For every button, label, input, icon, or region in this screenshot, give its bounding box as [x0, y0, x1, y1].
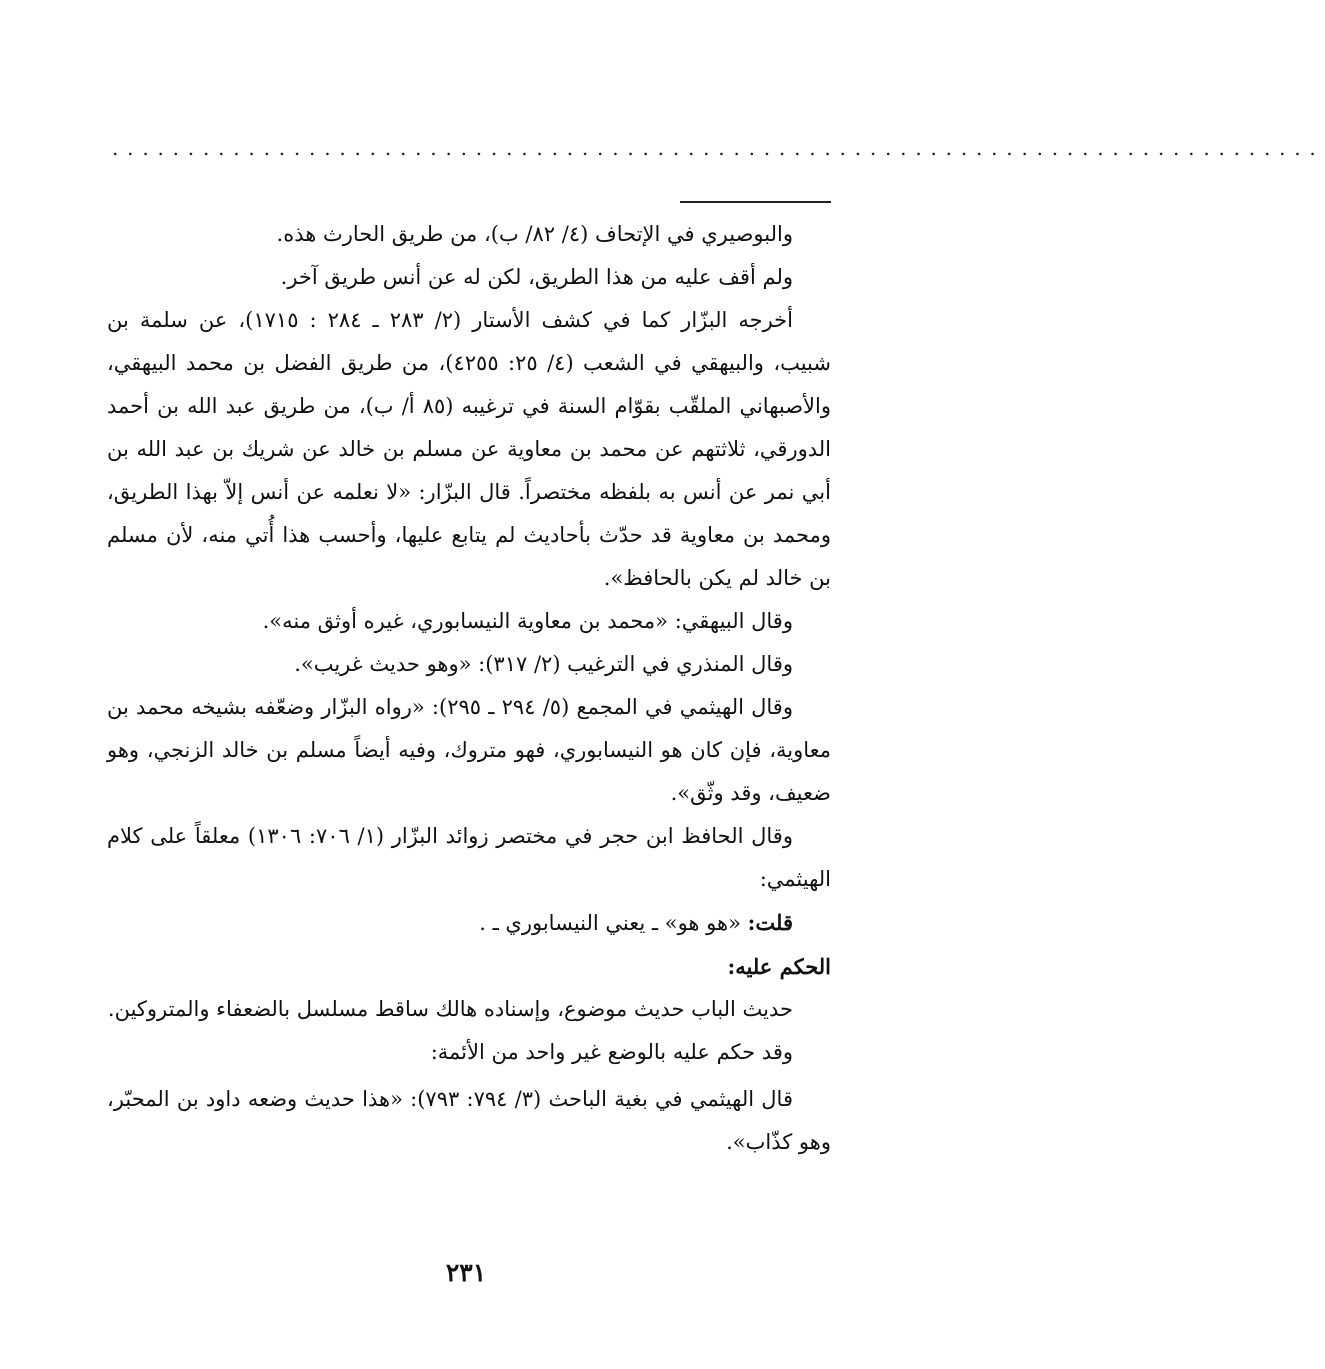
section-heading-hukm: الحكم عليه:: [727, 954, 831, 979]
paragraph-mundhiri: وقال المنذري في الترغيب (٢/ ٣١٧): «وهو حديث غريب».: [294, 652, 793, 676]
paragraph-hukm-mawdu: حديث الباب حديث موضوع، وإسناده هالك ساقط مسلسل بالضعفاء والمتروكين.: [107, 997, 793, 1021]
dotted-separator: ................................................................................: [112, 136, 1325, 160]
page-number: ٢٣١: [445, 1258, 487, 1287]
paragraph-bayhaqi: وقال البيهقي: «محمد بن معاوية النيسابوري، غيره أوثق منه».: [262, 609, 793, 633]
paragraph-lam-aqif: ولم أقف عليه من هذا الطريق، لكن له عن أنس طريق آخر.: [280, 265, 793, 289]
paragraph-hukm-aimma: وقد حكم عليه بالوضع غير واحد من الأئمة:: [430, 1040, 793, 1064]
paragraph-busiri: والبوصيري في الإتحاف (٤/ ٨٢/ ب)، من طريق الحارث هذه.: [276, 222, 793, 246]
footnote-rule: [680, 201, 831, 203]
paragraph-akhrajahu: أخرجه البزّار كما في كشف الأستار (٢/ ٢٨٣ ـ ٢٨٤ : ١٧١٥)، عن سلمة بن شبيب، والبيهقي في الشعب (٤/ ٢٥: ٤٢٥٥)، من طريق الفضل بن محمد البيهقي، والأصبهاني الملقّب بقوّام السنة في ترغيبه (٨٥ أ/ ب)، من طريق عبد الله بن أحمد الدورقي، ثلاثتهم عن محمد بن معاوية عن مسلم بن خالد عن شريك بن عبد الله بن أبي نمر عن أنس به بلفظه مختصراً. قال البزّار: «لا نعلمه عن أنس إلاّ بهذا الطريق، ومحمد بن معاوية قد حدّث بأحاديث لم يتابع عليها، وأحسب هذا أُتي منه، لأن مسلم بن خالد لم يكن بالحافظ».: [107, 308, 831, 590]
paragraph-qultu: [107, 901, 831, 945]
paragraph-haythami-majma: وقال الهيثمي في المجمع (٥/ ٢٩٤ ـ ٢٩٥): «رواه البزّار وضعّفه بشيخه محمد بن معاوية، فإن كان هو النيسابوري، فهو متروك، وفيه أيضاً مسلم بن خالد الزنجي، وهو ضعيف، وقد وثّق».: [107, 695, 831, 805]
paragraph-ibn-hajar: وقال الحافظ ابن حجر في مختصر زوائد البزّار (١/ ٧٠٦: ١٣٠٦) معلقاً على كلام الهيثمي:: [107, 824, 831, 891]
qultu-text: «هو هو» ـ يعني النيسابوري ـ .: [479, 911, 748, 935]
paragraph-haythami-bughya: قال الهيثمي في بغية الباحث (٣/ ٧٩٤: ٧٩٣): «هذا حديث وضعه داود بن المحبّر، وهو كذّاب».: [107, 1087, 831, 1154]
page-body: [107, 213, 831, 1164]
qultu-label: قلت:: [747, 910, 793, 935]
